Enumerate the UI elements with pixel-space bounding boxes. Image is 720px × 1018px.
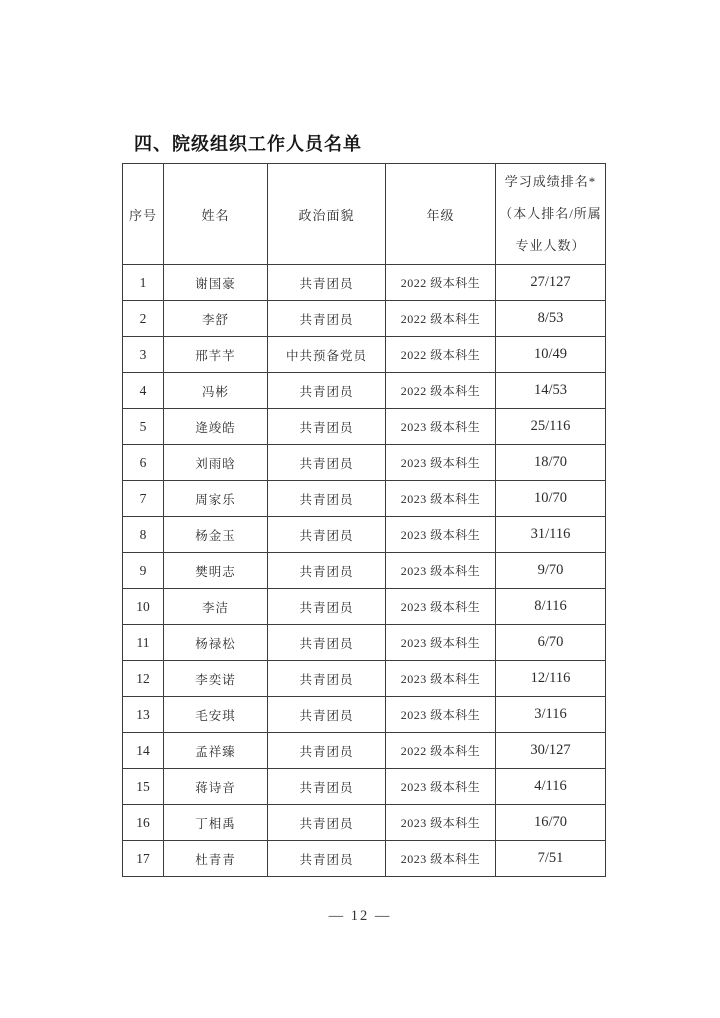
cell-rank: 7/51 (496, 841, 606, 877)
cell-name: 李奕诺 (164, 661, 268, 697)
cell-political-status: 共青团员 (268, 589, 386, 625)
cell-rank: 10/70 (496, 481, 606, 517)
cell-political-status: 共青团员 (268, 373, 386, 409)
cell-rank: 25/116 (496, 409, 606, 445)
table-row (123, 481, 606, 517)
cell-no: 2 (123, 301, 164, 337)
cell-grade: 2023 级本科生 (386, 517, 496, 553)
cell-rank: 4/116 (496, 769, 606, 805)
cell-no: 14 (123, 733, 164, 769)
table-row (123, 805, 606, 841)
personnel-table (122, 163, 606, 877)
cell-grade: 2023 级本科生 (386, 841, 496, 877)
cell-political-status: 共青团员 (268, 625, 386, 661)
cell-rank: 9/70 (496, 553, 606, 589)
cell-name: 冯彬 (164, 373, 268, 409)
table-row (123, 697, 606, 733)
table-row (123, 733, 606, 769)
table-row (123, 625, 606, 661)
cell-name: 李舒 (164, 301, 268, 337)
header-rank-line-1: 学习成绩排名* (504, 174, 597, 189)
cell-political-status: 中共预备党员 (268, 337, 386, 373)
table-header (123, 164, 606, 265)
table-row (123, 409, 606, 445)
cell-no: 16 (123, 805, 164, 841)
table-row (123, 373, 606, 409)
table-row (123, 589, 606, 625)
cell-grade: 2022 级本科生 (386, 337, 496, 373)
section-title: 四、院级组织工作人员名单 (134, 134, 362, 154)
cell-name: 刘雨晗 (164, 445, 268, 481)
table-row (123, 553, 606, 589)
cell-grade: 2023 级本科生 (386, 589, 496, 625)
cell-name: 樊明志 (164, 553, 268, 589)
cell-rank: 10/49 (496, 337, 606, 373)
cell-name: 杜青青 (164, 841, 268, 877)
cell-rank: 12/116 (496, 661, 606, 697)
table-row (123, 517, 606, 553)
header-rank-line-2: （本人排名/所属 (499, 206, 602, 221)
cell-political-status: 共青团员 (268, 409, 386, 445)
cell-political-status: 共青团员 (268, 733, 386, 769)
cell-rank: 3/116 (496, 697, 606, 733)
cell-grade: 2022 级本科生 (386, 265, 496, 301)
table-row (123, 265, 606, 301)
header-grade: 年级 (386, 164, 496, 265)
cell-no: 5 (123, 409, 164, 445)
table-body (123, 265, 606, 877)
cell-no: 12 (123, 661, 164, 697)
header-no: 序号 (123, 164, 164, 265)
cell-no: 8 (123, 517, 164, 553)
cell-grade: 2023 级本科生 (386, 697, 496, 733)
header-rank-line-3: 专业人数） (515, 238, 586, 253)
cell-grade: 2023 级本科生 (386, 481, 496, 517)
table-row (123, 337, 606, 373)
cell-grade: 2023 级本科生 (386, 661, 496, 697)
cell-name: 孟祥臻 (164, 733, 268, 769)
cell-no: 3 (123, 337, 164, 373)
cell-political-status: 共青团员 (268, 445, 386, 481)
cell-political-status: 共青团员 (268, 517, 386, 553)
cell-political-status: 共青团员 (268, 697, 386, 733)
cell-name: 谢国豪 (164, 265, 268, 301)
cell-rank: 8/116 (496, 589, 606, 625)
cell-political-status: 共青团员 (268, 301, 386, 337)
cell-name: 李洁 (164, 589, 268, 625)
cell-grade: 2022 级本科生 (386, 373, 496, 409)
cell-grade: 2023 级本科生 (386, 553, 496, 589)
cell-rank: 14/53 (496, 373, 606, 409)
cell-no: 15 (123, 769, 164, 805)
cell-name: 丁相禹 (164, 805, 268, 841)
cell-grade: 2023 级本科生 (386, 769, 496, 805)
header-name: 姓名 (164, 164, 268, 265)
table-header-row (123, 164, 606, 265)
cell-political-status: 共青团员 (268, 805, 386, 841)
cell-rank: 27/127 (496, 265, 606, 301)
cell-no: 10 (123, 589, 164, 625)
cell-political-status: 共青团员 (268, 553, 386, 589)
cell-grade: 2023 级本科生 (386, 805, 496, 841)
cell-no: 6 (123, 445, 164, 481)
cell-political-status: 共青团员 (268, 769, 386, 805)
table-row (123, 301, 606, 337)
cell-grade: 2023 级本科生 (386, 445, 496, 481)
table-row (123, 769, 606, 805)
cell-no: 1 (123, 265, 164, 301)
cell-rank: 31/116 (496, 517, 606, 553)
cell-no: 13 (123, 697, 164, 733)
cell-name: 杨禄松 (164, 625, 268, 661)
cell-no: 4 (123, 373, 164, 409)
cell-no: 11 (123, 625, 164, 661)
cell-rank: 6/70 (496, 625, 606, 661)
cell-name: 蒋诗音 (164, 769, 268, 805)
cell-rank: 30/127 (496, 733, 606, 769)
cell-no: 9 (123, 553, 164, 589)
cell-name: 杨金玉 (164, 517, 268, 553)
cell-grade: 2023 级本科生 (386, 409, 496, 445)
cell-political-status: 共青团员 (268, 265, 386, 301)
table-row (123, 661, 606, 697)
cell-rank: 18/70 (496, 445, 606, 481)
cell-political-status: 共青团员 (268, 661, 386, 697)
page-number: — 12 — (328, 908, 392, 924)
cell-rank: 16/70 (496, 805, 606, 841)
cell-no: 17 (123, 841, 164, 877)
header-rank (496, 164, 606, 265)
cell-name: 逄竣皓 (164, 409, 268, 445)
cell-name: 周家乐 (164, 481, 268, 517)
cell-name: 邢芊芊 (164, 337, 268, 373)
table-row (123, 445, 606, 481)
cell-grade: 2022 级本科生 (386, 301, 496, 337)
cell-political-status: 共青团员 (268, 841, 386, 877)
cell-no: 7 (123, 481, 164, 517)
header-political-status: 政治面貌 (268, 164, 386, 265)
table-row (123, 841, 606, 877)
cell-grade: 2022 级本科生 (386, 733, 496, 769)
cell-rank: 8/53 (496, 301, 606, 337)
cell-political-status: 共青团员 (268, 481, 386, 517)
cell-grade: 2023 级本科生 (386, 625, 496, 661)
cell-name: 毛安琪 (164, 697, 268, 733)
